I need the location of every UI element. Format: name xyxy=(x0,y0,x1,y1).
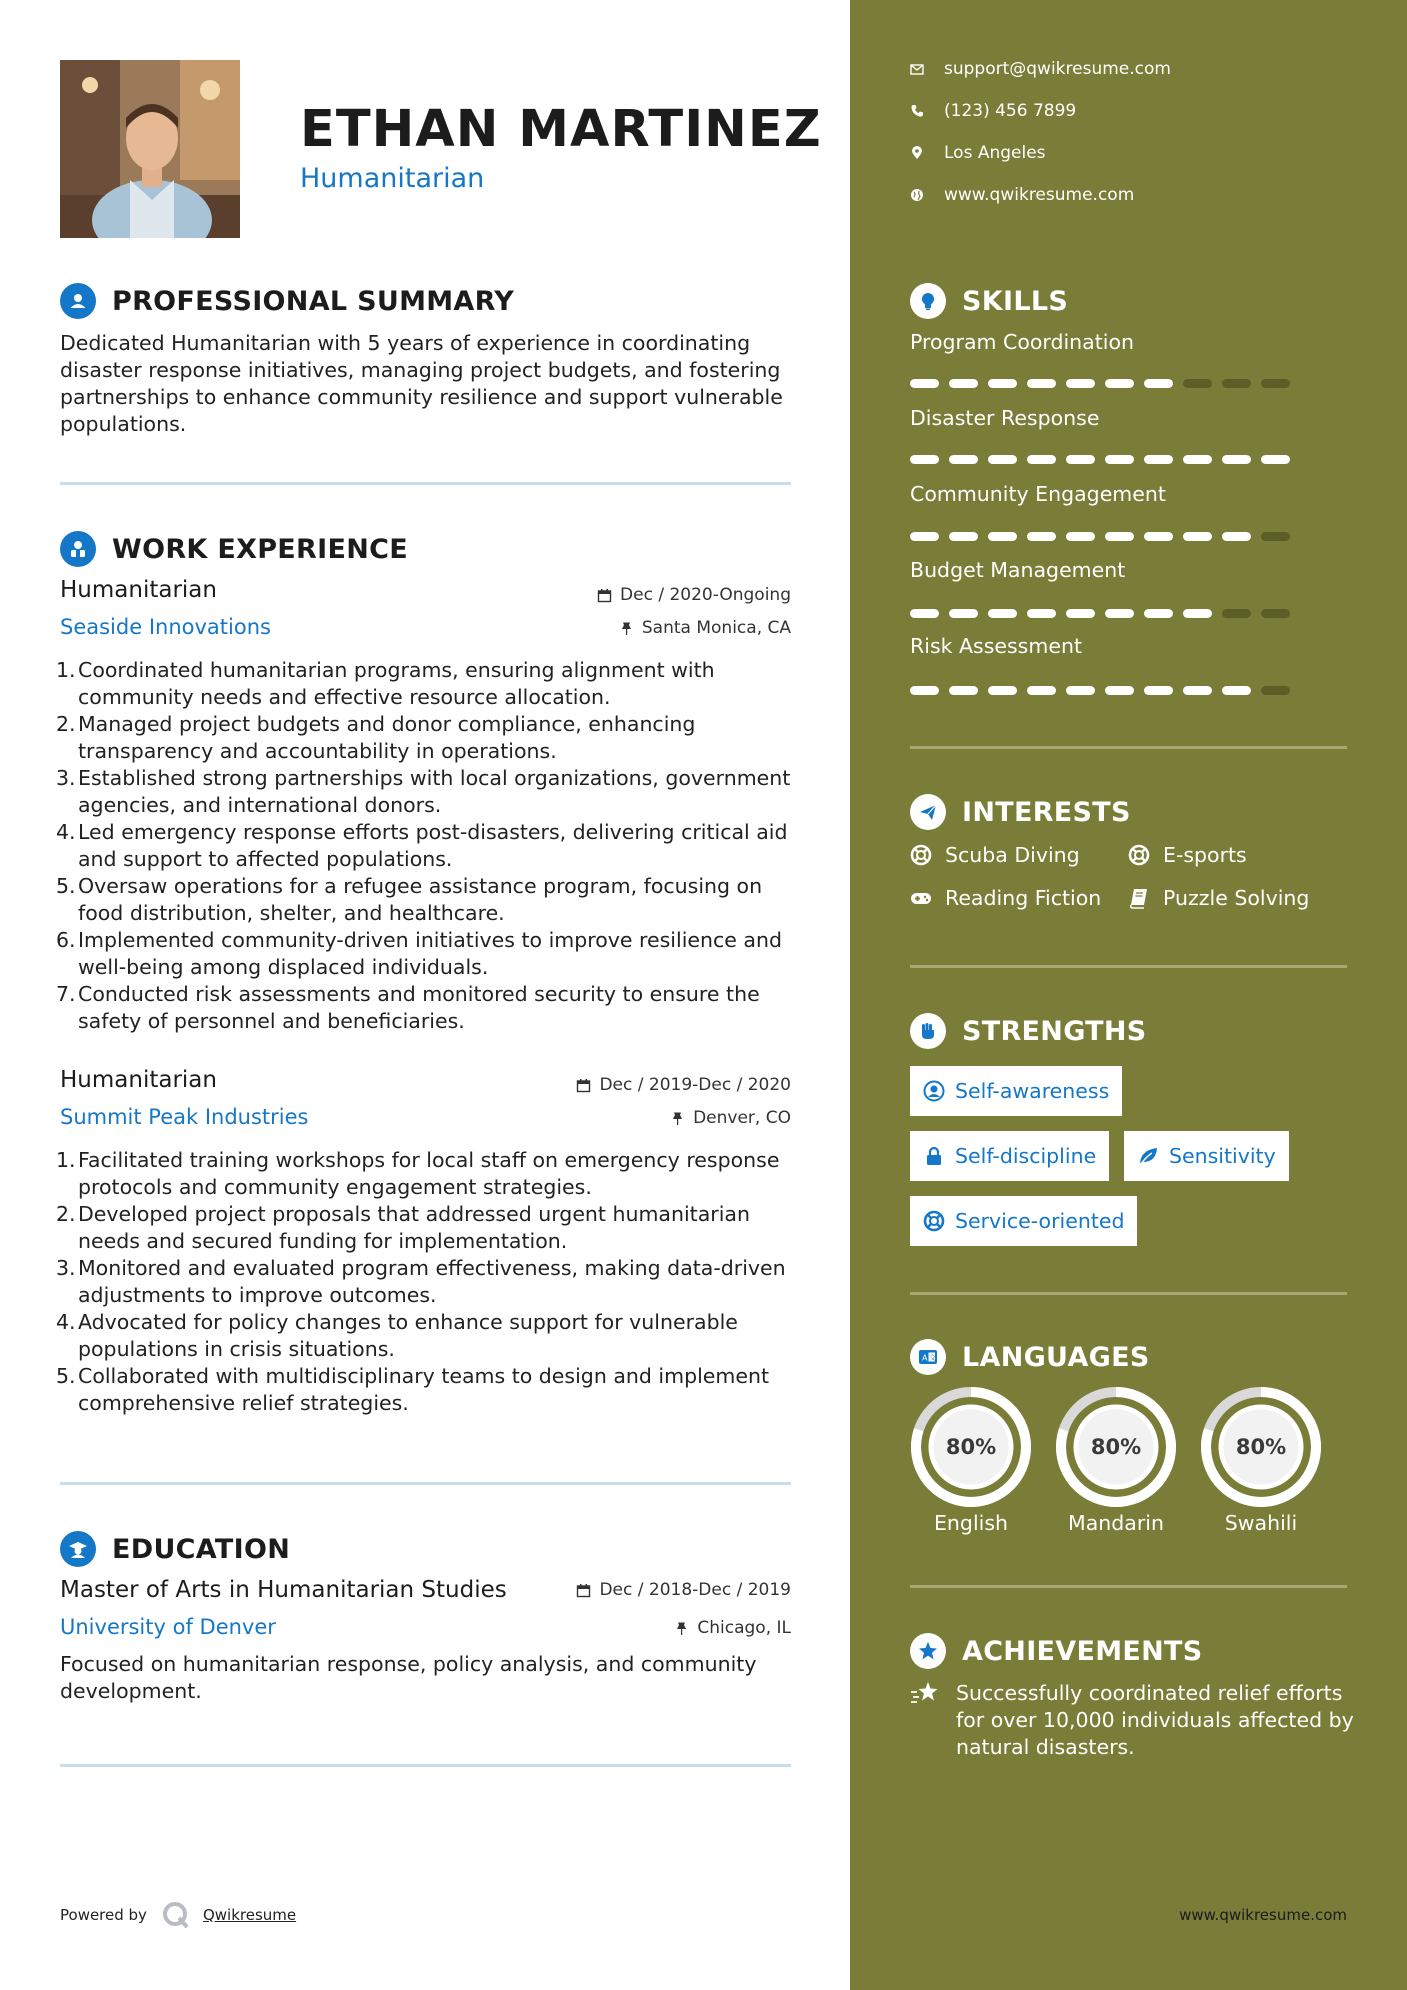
skill-dash xyxy=(949,379,978,388)
interest-label: Puzzle Solving xyxy=(1163,886,1310,910)
education-location xyxy=(674,1618,791,1638)
interest-item xyxy=(1128,886,1309,910)
list-item: 5. Collaborated with multidisciplinary teams to design and implement comprehensive relief strategies. xyxy=(56,1364,770,1415)
skill-name: Disaster Response xyxy=(910,406,1100,430)
skill-dash xyxy=(1261,609,1290,618)
interest-item xyxy=(1128,843,1247,867)
skill-dash xyxy=(1183,379,1212,388)
profile-photo xyxy=(60,60,240,238)
skill-dash xyxy=(1105,532,1134,541)
contact-phone[interactable] xyxy=(910,101,1076,121)
skill-level-bar xyxy=(910,532,1300,541)
skill-dash xyxy=(1144,686,1173,695)
skill-dash xyxy=(1183,609,1212,618)
skill-level-bar xyxy=(910,686,1300,695)
section-divider xyxy=(60,1482,791,1485)
degree-title: Master of Arts in Humanitarian Studies xyxy=(60,1577,507,1603)
language-name: Swahili xyxy=(1224,1511,1298,1535)
skill-dash xyxy=(1027,609,1056,618)
calendar-icon xyxy=(576,1078,591,1093)
interest-item xyxy=(910,886,1101,910)
language-item xyxy=(1054,1385,1178,1535)
skill-dash xyxy=(1105,686,1134,695)
list-item: 1. Coordinated humanitarian programs, ensuring alignment with community needs and effective resource allocation. xyxy=(56,658,715,709)
skill-dash xyxy=(910,455,939,464)
job-duties-list xyxy=(56,1147,800,1417)
powered-by xyxy=(60,1900,296,1930)
job-title: Humanitarian xyxy=(60,577,217,603)
skills-heading xyxy=(910,283,1068,319)
job-dates xyxy=(576,1075,791,1095)
section-divider xyxy=(910,1585,1347,1588)
skills-title: SKILLS xyxy=(962,285,1069,317)
skill-dash xyxy=(988,532,1017,541)
interests-title: INTERESTS xyxy=(962,796,1131,828)
skill-dash xyxy=(949,455,978,464)
school-name: University of Denver xyxy=(60,1615,276,1639)
skill-dash xyxy=(910,686,939,695)
skill-dash xyxy=(910,532,939,541)
language-gauge xyxy=(1199,1385,1323,1509)
phone-icon xyxy=(910,104,924,118)
skill-level-bar xyxy=(910,379,1300,388)
skill-name: Program Coordination xyxy=(910,330,1135,354)
language-percent: 80% xyxy=(945,1435,997,1459)
skill-dash xyxy=(1066,686,1095,695)
star-badge-icon xyxy=(910,1633,946,1669)
user-circle-icon xyxy=(923,1080,945,1102)
briefcase-user-icon xyxy=(60,531,96,567)
skill-dash xyxy=(1027,532,1056,541)
education-description: Focused on humanitarian response, policy analysis, and community development. xyxy=(60,1652,757,1703)
interests-heading xyxy=(910,794,1131,830)
skill-dash xyxy=(988,455,1017,464)
skill-dash xyxy=(1222,686,1251,695)
job-title: Humanitarian xyxy=(60,1067,217,1093)
skill-dash xyxy=(1066,609,1095,618)
lifebuoy-icon xyxy=(910,844,932,866)
education-location-text: Chicago, IL xyxy=(697,1618,791,1638)
book-icon xyxy=(1128,887,1150,909)
list-item: 3. Established strong partnerships with local organizations, government agencies, and international donors. xyxy=(56,766,791,817)
skill-dash xyxy=(1066,455,1095,464)
svg-text:文: 文 xyxy=(929,1354,937,1362)
lightbulb-icon xyxy=(910,283,946,319)
job-location-text: Denver, CO xyxy=(693,1108,791,1128)
list-item: 4. Advocated for policy changes to enhance support for vulnerable populations in crisis situations. xyxy=(56,1310,738,1361)
languages-title: LANGUAGES xyxy=(962,1341,1150,1373)
strength-label: Self-discipline xyxy=(955,1144,1097,1168)
education-title: EDUCATION xyxy=(112,1533,291,1565)
skill-dash xyxy=(1261,455,1290,464)
strengths-heading xyxy=(910,1013,1147,1049)
skill-dash xyxy=(1066,532,1095,541)
pin-icon xyxy=(619,621,634,636)
language-name: Mandarin xyxy=(1068,1511,1164,1535)
achievement-item xyxy=(910,1680,1356,1761)
job-location xyxy=(619,618,791,638)
skill-dash xyxy=(1261,686,1290,695)
section-divider xyxy=(910,965,1347,968)
lifebuoy-icon xyxy=(1128,844,1150,866)
achievements-heading xyxy=(910,1633,1203,1669)
skill-dash xyxy=(1105,455,1134,464)
graduation-icon xyxy=(60,1531,96,1567)
strength-label: Sensitivity xyxy=(1169,1144,1276,1168)
job-company: Summit Peak Industries xyxy=(60,1105,309,1129)
candidate-role: Humanitarian xyxy=(300,163,485,194)
strength-chip xyxy=(910,1196,1137,1246)
user-icon xyxy=(60,283,96,319)
calendar-icon xyxy=(597,588,612,603)
powered-by-label: Powered by xyxy=(60,1906,147,1924)
pin-icon xyxy=(674,1621,689,1636)
skill-dash xyxy=(1027,455,1056,464)
contact-website-text: www.qwikresume.com xyxy=(944,185,1135,205)
language-item xyxy=(909,1385,1033,1535)
job-company: Seaside Innovations xyxy=(60,615,271,639)
language-name: English xyxy=(933,1511,1009,1535)
job-duties-list xyxy=(56,657,800,1035)
qwikresume-link[interactable]: Qwikresume xyxy=(202,1906,297,1924)
section-divider xyxy=(910,746,1347,749)
section-divider xyxy=(910,1292,1347,1295)
skill-dash xyxy=(988,686,1017,695)
skill-dash xyxy=(1027,686,1056,695)
strength-chip xyxy=(910,1131,1109,1181)
sidebar xyxy=(850,0,1407,1990)
fist-icon xyxy=(910,1013,946,1049)
contact-location xyxy=(910,143,1046,163)
strengths-title: STRENGTHS xyxy=(962,1015,1147,1047)
education-heading xyxy=(60,1531,290,1567)
interest-label: Scuba Diving xyxy=(945,843,1080,867)
footer-website[interactable]: www.qwikresume.com xyxy=(1179,1906,1347,1924)
lock-icon xyxy=(923,1145,945,1167)
paper-plane-icon xyxy=(910,794,946,830)
section-divider xyxy=(60,1764,791,1767)
globe-icon xyxy=(910,188,924,202)
list-item: 2. Managed project budgets and donor compliance, enhancing transparency and accountability in operations. xyxy=(56,712,696,763)
summary-title: PROFESSIONAL SUMMARY xyxy=(112,285,515,317)
contact-email[interactable] xyxy=(910,59,1171,79)
contact-phone-text: (123) 456 7899 xyxy=(944,101,1077,121)
language-gauge xyxy=(909,1385,1033,1509)
achievements-title: ACHIEVEMENTS xyxy=(962,1635,1203,1667)
skill-dash xyxy=(1027,379,1056,388)
list-item: 4. Led emergency response efforts post-disasters, delivering critical aid and support to affected populations. xyxy=(56,820,788,871)
list-item: 3. Monitored and evaluated program effectiveness, making data-driven adjustments to improve outcomes. xyxy=(56,1256,786,1307)
skill-dash xyxy=(949,609,978,618)
skill-level-bar xyxy=(910,455,1300,464)
skill-dash xyxy=(1144,379,1173,388)
language-item xyxy=(1199,1385,1323,1535)
job-location-text: Santa Monica, CA xyxy=(641,618,791,638)
education-dates-text: Dec / 2018-Dec / 2019 xyxy=(599,1580,791,1600)
skill-dash xyxy=(1066,379,1095,388)
strength-chip xyxy=(910,1066,1122,1116)
job-location xyxy=(670,1108,791,1128)
skill-dash xyxy=(1222,379,1251,388)
list-item: 7. Conducted risk assessments and monitored security to ensure the safety of personnel and beneficiaries. xyxy=(56,982,760,1033)
language-percent: 80% xyxy=(1090,1435,1142,1459)
summary-heading xyxy=(60,283,514,319)
skill-dash xyxy=(1222,455,1251,464)
skill-dash xyxy=(1183,686,1212,695)
skill-dash xyxy=(1105,609,1134,618)
skill-dash xyxy=(1261,379,1290,388)
skill-dash xyxy=(910,609,939,618)
skill-dash xyxy=(1261,532,1290,541)
skill-dash xyxy=(1183,532,1212,541)
skill-name: Risk Assessment xyxy=(910,634,1082,658)
envelope-icon xyxy=(910,62,924,76)
skill-dash xyxy=(949,686,978,695)
skill-name: Budget Management xyxy=(910,558,1126,582)
strength-label: Self-awareness xyxy=(955,1079,1110,1103)
experience-title: WORK EXPERIENCE xyxy=(112,533,408,565)
language-gauge xyxy=(1054,1385,1178,1509)
skill-dash xyxy=(1144,532,1173,541)
contact-website[interactable] xyxy=(910,185,1134,205)
skill-dash xyxy=(1105,379,1134,388)
svg-text:A: A xyxy=(922,1353,928,1363)
strength-label: Service-oriented xyxy=(955,1209,1125,1233)
experience-heading xyxy=(60,531,408,567)
list-item: 5. Oversaw operations for a refugee assistance program, focusing on food distribution, shelter, and healthcare. xyxy=(56,874,763,925)
skill-name: Community Engagement xyxy=(910,482,1166,506)
interest-item xyxy=(910,843,1080,867)
skill-dash xyxy=(1183,455,1212,464)
skill-dash xyxy=(910,379,939,388)
skill-level-bar xyxy=(910,609,1300,618)
skill-dash xyxy=(988,609,1017,618)
skill-dash xyxy=(988,379,1017,388)
interest-label: Reading Fiction xyxy=(945,886,1102,910)
interest-label: E-sports xyxy=(1163,843,1247,867)
contact-email-text: support@qwikresume.com xyxy=(944,59,1171,79)
lifebuoy-icon xyxy=(923,1210,945,1232)
calendar-icon xyxy=(576,1583,591,1598)
list-item: 1. Facilitated training workshops for local staff on emergency response protocols and community engagement strategies. xyxy=(56,1148,780,1199)
contact-location-text: Los Angeles xyxy=(944,143,1046,163)
skill-dash xyxy=(949,532,978,541)
education-dates xyxy=(576,1580,791,1600)
map-marker-icon xyxy=(910,146,924,160)
translate-icon xyxy=(910,1339,946,1375)
candidate-name: ETHAN MARTINEZ xyxy=(300,100,822,159)
job-dates xyxy=(597,585,791,605)
list-item: 2. Developed project proposals that addressed urgent humanitarian needs and secured funding for implementation. xyxy=(56,1202,750,1253)
leaf-icon xyxy=(1137,1145,1159,1167)
gamepad-icon xyxy=(910,887,932,909)
list-item: 6. Implemented community-driven initiatives to improve resilience and well-being among displaced individuals. xyxy=(56,928,782,979)
job-dates-text: Dec / 2020-Ongoing xyxy=(620,585,791,605)
skill-dash xyxy=(1144,609,1173,618)
strength-chip xyxy=(1124,1131,1289,1181)
qwikresume-logo-icon xyxy=(161,1900,191,1930)
summary-text: Dedicated Humanitarian with 5 years of experience in coordinating disaster response initiatives, managing project budgets, and fostering partnerships to enhance community resilience and support vulnerable populations. xyxy=(60,331,783,436)
skill-dash xyxy=(1222,609,1251,618)
skill-dash xyxy=(1144,455,1173,464)
section-divider xyxy=(60,482,791,485)
language-percent: 80% xyxy=(1235,1435,1287,1459)
achievement-text: Successfully coordinated relief efforts for over 10,000 individuals affected by natural disasters. xyxy=(956,1681,1354,1759)
star-icon xyxy=(910,1680,942,1708)
pin-icon xyxy=(670,1111,685,1126)
languages-heading xyxy=(910,1339,1150,1375)
skill-dash xyxy=(1222,532,1251,541)
job-dates-text: Dec / 2019-Dec / 2020 xyxy=(599,1075,791,1095)
